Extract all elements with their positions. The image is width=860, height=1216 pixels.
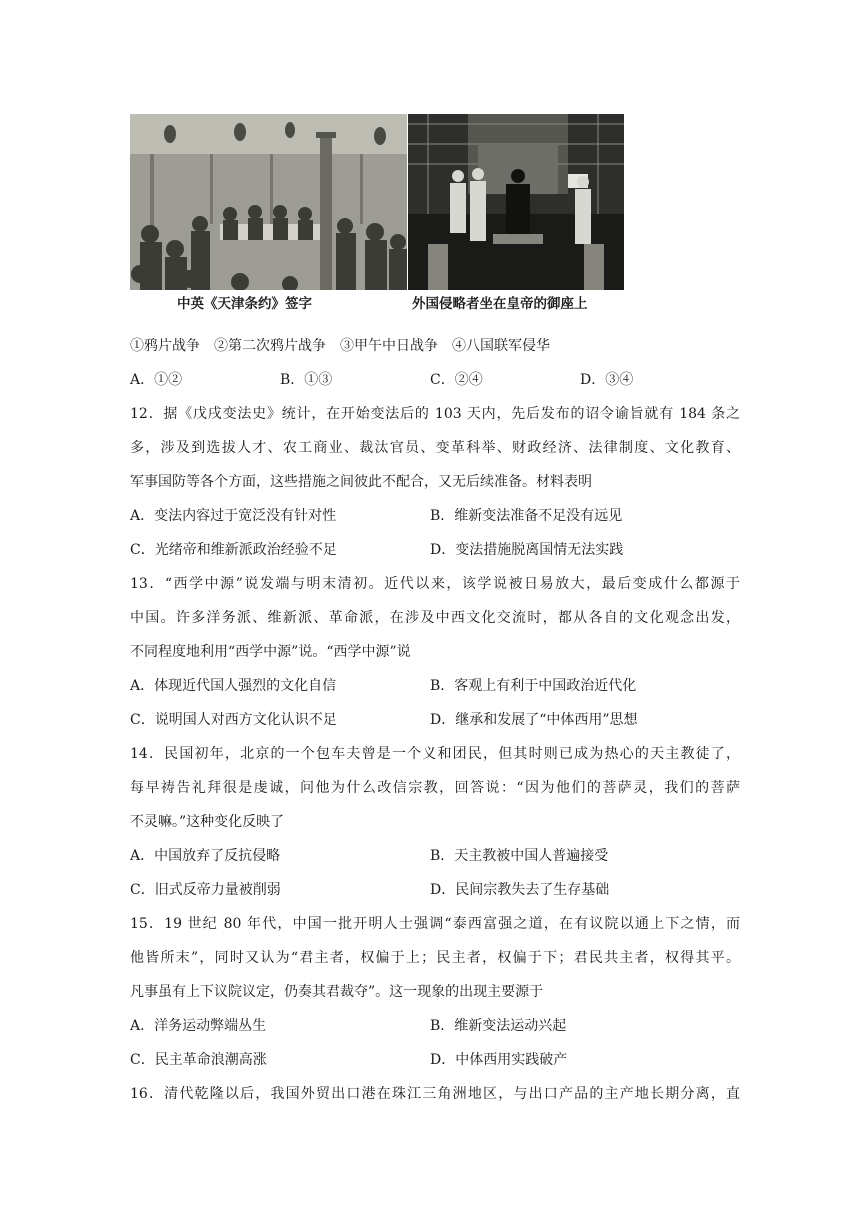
figure (130, 114, 624, 290)
q15-stem-line-3: 凡事虽有上下议院议定，仍奏其君裁夺”。这一现象的出现主要源于 (130, 984, 544, 1000)
q11-choices: ①鸦片战争 ②第二次鸦片战争 ③甲午中日战争 ④八国联军侵华 (130, 338, 550, 354)
q12-stem-line-1: 12．据《戊戌变法史》统计，在开始变法后的 103 天内，先后发布的诏令谕旨就有 184 条之 (130, 406, 740, 422)
q12-option-c[interactable]: C．光绪帝和维新派政治经验不足 (130, 542, 337, 558)
left-photo-caption: 中英《天津条约》签字 (177, 296, 312, 312)
q12-stem-line-2: 多，涉及到选拔人才、农工商业、裁汰官员、变革科举、财政经济、法律制度、文化教育、 (130, 440, 740, 456)
q14-option-a[interactable]: A．中国放弃了反抗侵略 (130, 848, 281, 864)
q12-option-d[interactable]: D．变法措施脱离国情无法实践 (430, 542, 624, 558)
q14-stem-line-1: 14．民国初年，北京的一个包车夫曾是一个义和团民，但其时则已成为热心的天主教徒了， (130, 746, 740, 762)
q14-option-d[interactable]: D．民间宗教失去了生存基础 (430, 882, 610, 898)
q12-option-b[interactable]: B．维新变法准备不足没有远见 (430, 508, 623, 524)
q16-stem-line-1: 16．清代乾隆以后，我国外贸出口港在珠江三角洲地区，与出口产品的主产地长期分离，直 (130, 1086, 740, 1102)
q12-stem-line-3: 军事国防等各个方面，这些措施之间彼此不配合，又无后续准备。材料表明 (130, 474, 592, 490)
q13-stem-line-3: 不同程度地利用“西学中源”说。“西学中源”说 (130, 644, 411, 660)
q13-stem-line-2: 中国。许多洋务派、维新派、革命派，在涉及中西文化交流时，都从各自的文化观念出发， (130, 610, 740, 626)
q15-option-a[interactable]: A．洋务运动弊端丛生 (130, 1018, 267, 1034)
q15-stem-line-1: 15．19 世纪 80 年代，中国一批开明人士强调“泰西富强之道，在有议院以通上下之情，而 (130, 916, 740, 932)
q11-option-c[interactable]: C．②④ (430, 372, 483, 388)
q13-option-c[interactable]: C．说明国人对西方文化认识不足 (130, 712, 337, 728)
q11-option-a[interactable]: A．①② (130, 372, 183, 388)
q14-stem-line-2: 每早祷告礼拜很是虔诚，问他为什么改信宗教，回答说：“因为他们的菩萨灵，我们的菩萨 (130, 780, 740, 796)
right-photo-caption: 外国侵略者坐在皇帝的御座上 (412, 296, 588, 312)
q12-option-a[interactable]: A．变法内容过于宽泛没有针对性 (130, 508, 337, 524)
q13-option-a[interactable]: A．体现近代国人强烈的文化自信 (130, 678, 337, 694)
q11-option-d[interactable]: D．③④ (580, 372, 634, 388)
q13-option-b[interactable]: B．客观上有利于中国政治近代化 (430, 678, 637, 694)
q13-stem-line-1: 13．“西学中源”说发端与明末清初。近代以来，该学说被日易放大，最后变成什么都源于 (130, 576, 740, 592)
q11-option-b[interactable]: B．①③ (280, 372, 333, 388)
q15-option-c[interactable]: C．民主革命浪潮高涨 (130, 1052, 267, 1068)
q14-option-b[interactable]: B．天主教被中国人普遍接受 (430, 848, 609, 864)
q15-stem-line-2: 他皆所末”，同时又认为“君主者，权偏于上；民主者，权偏于下；君民共主者，权得其平。 (130, 950, 740, 966)
q14-option-c[interactable]: C．旧式反帝力量被削弱 (130, 882, 281, 898)
q13-option-d[interactable]: D．继承和发展了“中体西用”思想 (430, 712, 638, 728)
q15-option-b[interactable]: B．维新变法运动兴起 (430, 1018, 567, 1034)
treaty-signing-photo (130, 114, 407, 290)
foreign-invaders-on-throne-photo (408, 114, 624, 290)
q14-stem-line-3: 不灵嘛。”这种变化反映了 (130, 814, 285, 830)
q15-option-d[interactable]: D．中体西用实践破产 (430, 1052, 568, 1068)
figure-captions (130, 292, 624, 314)
